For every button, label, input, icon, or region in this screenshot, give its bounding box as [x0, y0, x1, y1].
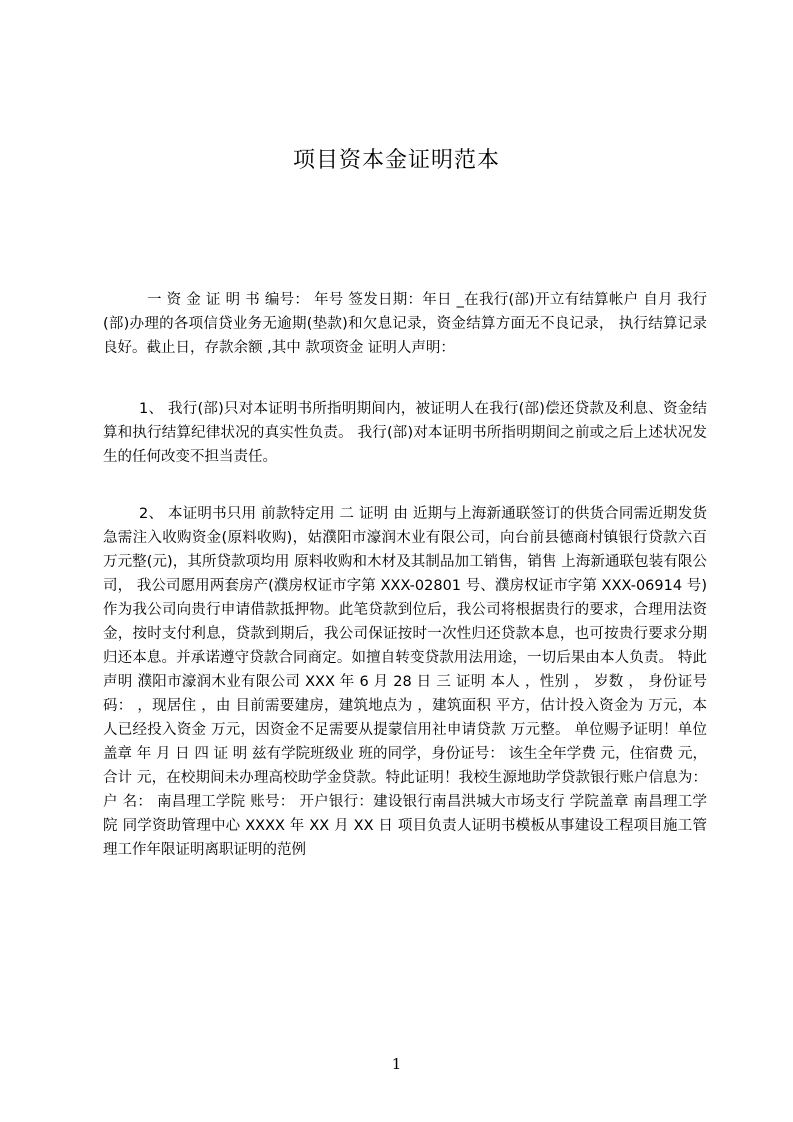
- paragraph-fund-certificate: 一 资 金 证 明 书 编号： 年号 签发日期：年日 _在我行(部)开立有结算帐户 自月 我行(部)办理的各项信贷业务无逾期(垫款)和欠息记录，资金结算方面无不良记录， 执行结算记录良好。截止日，存款余额 ,其中 款项资金 证明人声明：: [103, 292, 707, 356]
- paragraph-declaration-2: 2、 本证明书只用 前款特定用 二 证明 由 近期与上海新通联签订的供货合同需近期发货急需注入收购资金(原料收购)，姑濮阳市濠润木业有限公司，向台前县德商村镇银行贷款六百万元整(元)，其所贷款项均用 原料收购和木材及其制品加工销售，销售 上海新通联包装有限公司， 我公司愿用两套房产(濮房权证市字第 XXX-02801 号、濮房权证市字第 XXX-06914 号)作为我公司向贵行申请借款抵押物。此笔贷款到位后，我公司将根据贵行的要求，合理用法资金，按时支付利息，贷款到期后，我公司保证按时一次性归还贷款本息，也可按贵行要求分期归还本息。并承诺遵守贷款合同商定。如擅自转变贷款用法用途，一切后果由本人负责。 特此声明 濮阳市濠润木业有限公司 XXX 年 6 月 28 日 三 证明 本人 ，性别 ， 岁数 ， 身份证号码： ，现居住 ，由 目前需要建房，建筑地点为 ，建筑面积 平方，估计投入资金为 万元，本人已经投入资金 万元，因资金不足需要从提蒙信用社申请贷款 万元整。 单位赐予证明！单位盖章 年 月 日 四 证 明 兹有学院班级业 班的同学，身份证号： 该生全年学费 元，住宿费 元，合计 元，在校期间未办理高校助学金贷款。特此证明！我校生源地助学贷款银行账户信息为： 户 名： 南昌理工学院 账号： 开户银行：建设银行南昌洪城大市场支行 学院盖章 南昌理工学院 同学资助管理中心 XXXX 年 XX 月 XX 日 项目负责人证明书模板从事建设工程项目施工管理工作年限证明离职证明的范例: [103, 506, 707, 858]
- page-number: 1: [391, 1055, 402, 1073]
- document-title: 项目资本金证明范本: [292, 148, 500, 173]
- paragraph-declaration-1: 1、 我行(部)只对本证明书所指明期间内，被证明人在我行(部)偿还贷款及利息、资金结算和执行结算纪律状况的真实性负责。 我行(部)对本证明书所指明期间之前或之后上述状况发生的任何改变不担当责任。: [103, 401, 707, 465]
